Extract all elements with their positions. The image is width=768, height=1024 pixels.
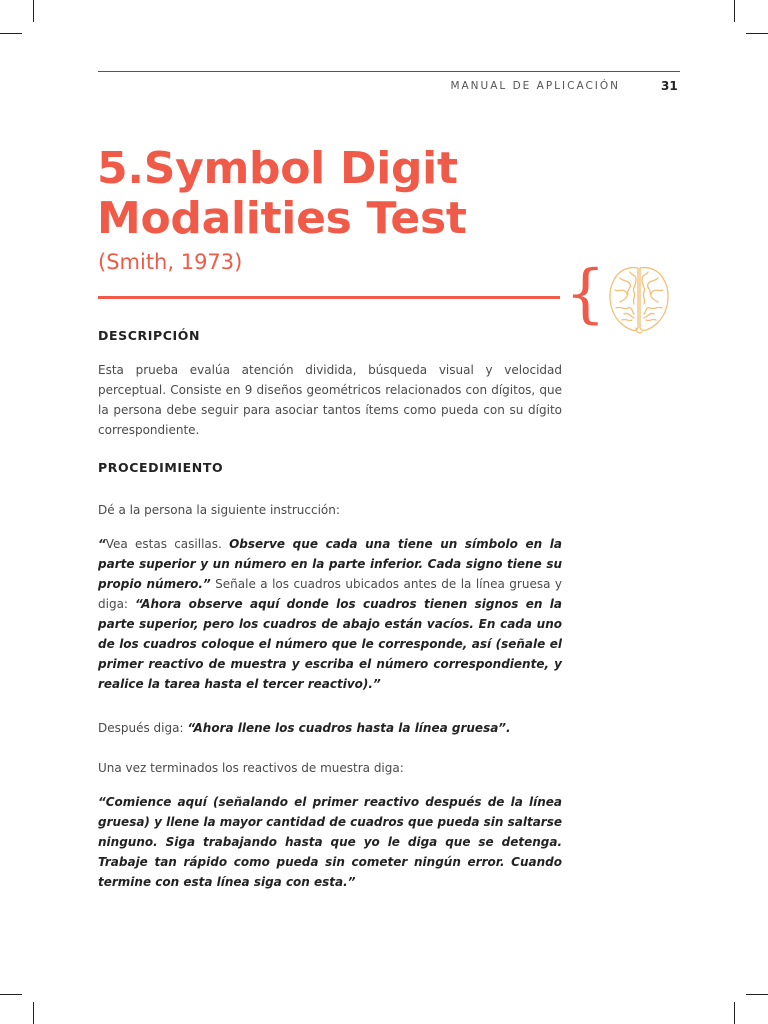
citation: (Smith, 1973) xyxy=(98,250,243,274)
page-number: 31 xyxy=(661,79,678,93)
description-paragraph: Esta prueba evalúa atención dividida, búsqueda visual y velocidad perceptual. Consiste en 9 diseños geométricos relacionados con dígitos, que la persona debe seguir para asociar tantos ítems como pueda con su dígito correspondiente. xyxy=(98,363,562,437)
crop-mark xyxy=(746,994,768,995)
title-line-2: Modalities Test xyxy=(97,193,467,244)
section-heading-procedimiento: PROCEDIMIENTO xyxy=(98,460,224,475)
crop-mark xyxy=(734,0,735,22)
header-rule xyxy=(98,71,680,72)
crop-mark xyxy=(0,33,22,34)
crop-mark xyxy=(33,0,34,22)
instruction-text: Vea estas casillas. xyxy=(105,537,230,551)
instruction-text: Después diga: xyxy=(98,721,188,735)
instruction-paragraph-4: “Comience aquí (señalando el primer reactivo después de la línea gruesa) y llene la mayor cantidad de cuadros que pueda sin saltarse ninguno. Siga trabajando hasta que yo le diga que se detenga. Trabaje tan rápido como pueda sin cometer ningún error. Cuando termine con esta línea siga con esta.” xyxy=(98,795,562,889)
quote-mark: “ xyxy=(98,537,106,551)
crop-mark xyxy=(746,33,768,34)
crop-mark xyxy=(734,1002,735,1024)
instruction-paragraph-1 xyxy=(98,534,562,694)
brace-ornament: { xyxy=(565,257,606,331)
brain-icon xyxy=(606,262,672,336)
crop-mark xyxy=(33,1002,34,1024)
instruction-quote: Observe que cada una tiene un símbolo en la parte superior y un número en la parte inferior. Cada signo tiene su propio número.” xyxy=(98,537,563,591)
instruction-paragraph-3: Una vez terminados los reactivos de muestra diga: xyxy=(98,761,404,775)
instruction-paragraph-2 xyxy=(98,718,562,738)
crop-mark xyxy=(0,994,22,995)
page-title xyxy=(97,144,617,244)
running-header: MANUAL DE APLICACIÓN xyxy=(450,80,620,92)
section-heading-descripcion: DESCRIPCIÓN xyxy=(98,328,201,343)
title-line-1: 5.Symbol Digit xyxy=(97,143,458,194)
title-rule xyxy=(98,296,560,299)
instruction-quote: “Ahora observe aquí donde los cuadros tienen signos en la parte superior, pero los cuadros de abajo están vacíos. En cada uno de los cuadros coloque el número que le corresponde, así (señale el primer reactivo de muestra y escriba el número correspondiente, y realice la tarea hasta el tercer reactivo).” xyxy=(98,597,562,691)
instruction-quote: “Ahora llene los cuadros hasta la línea gruesa”. xyxy=(187,721,511,735)
procedure-intro: Dé a la persona la siguiente instrucción: xyxy=(98,503,340,517)
instruction-text: Señale a los cuadros ubicados antes de la línea gruesa y diga: xyxy=(98,577,562,611)
